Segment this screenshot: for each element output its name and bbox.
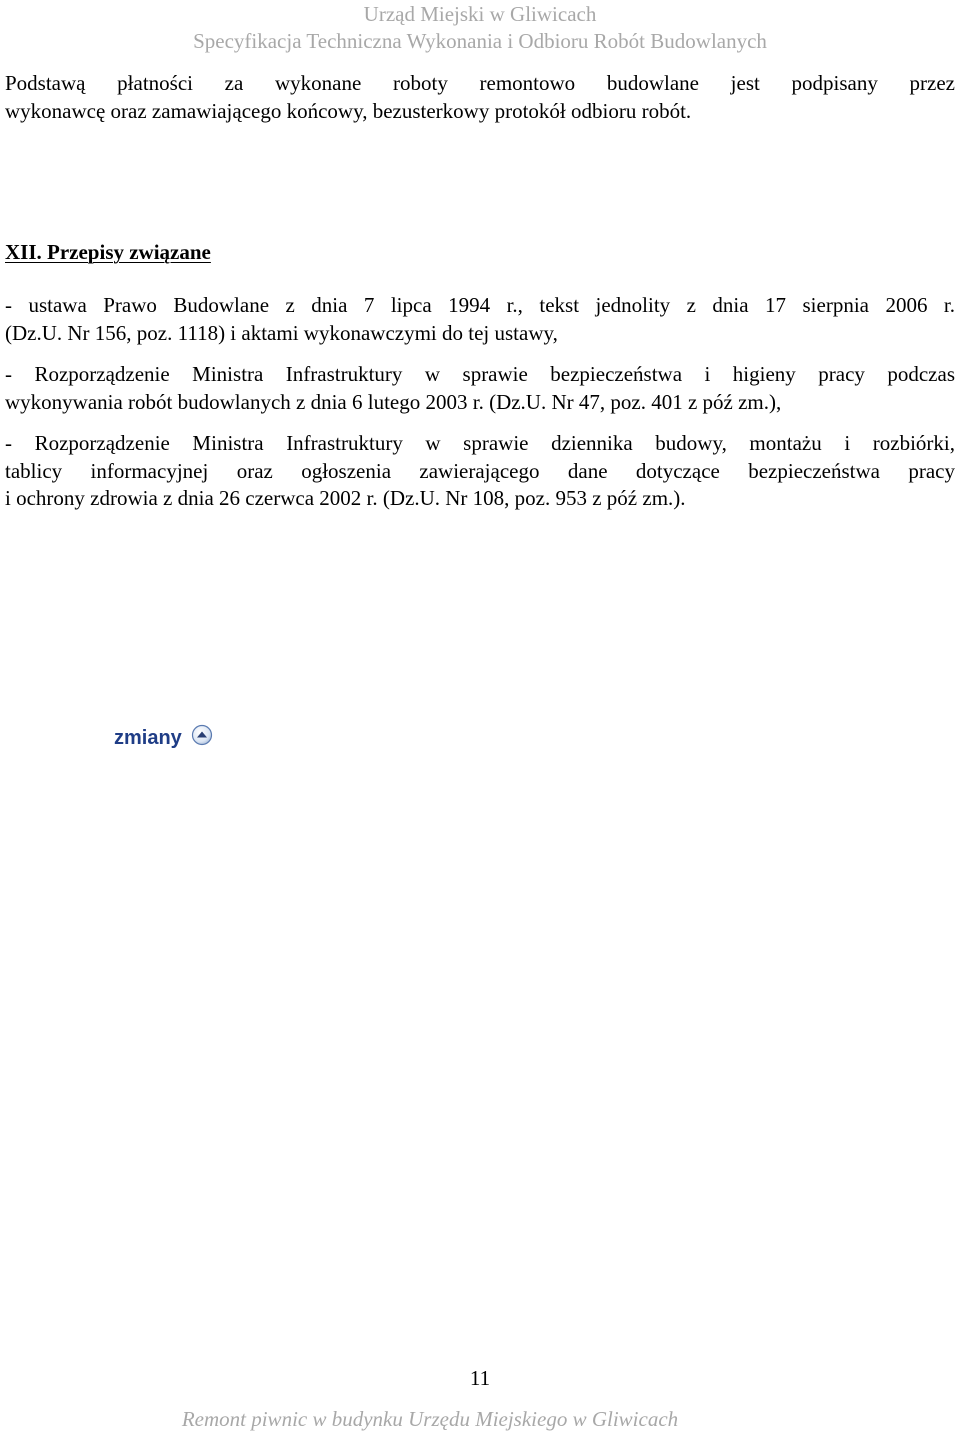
text-line: - ustawa Prawo Budowlane z dnia 7 lipca 1994 r., tekst jednolity z dnia 17 sierpnia 2006 r. — [5, 293, 955, 317]
intro-paragraph — [5, 70, 955, 125]
regulation-item — [5, 361, 955, 416]
regulation-item — [5, 292, 955, 347]
arrow-up-circle-icon[interactable] — [191, 724, 213, 746]
regulation-item — [5, 430, 955, 513]
text-line: tablicy informacyjnej oraz ogłoszenia zawierającego dane dotyczące bezpieczeństwa pracy — [5, 458, 955, 483]
text-line: wykonawcę oraz zamawiającego końcowy, bezusterkowy protokół odbioru robót. — [5, 98, 692, 123]
zmiany-link-label[interactable]: zmiany — [114, 727, 182, 749]
section-heading: XII. Przepisy związane — [5, 240, 211, 264]
text-line: i ochrony zdrowia z dnia 26 czerwca 2002 r. (Dz.U. Nr 108, poz. 953 z póź zm.). — [5, 486, 686, 510]
text-line: Podstawą płatności za wykonane roboty remontowo budowlane jest podpisany przez — [5, 71, 955, 95]
footer-text: Remont piwnic w budynku Urzędu Miejskiego w Gliwicach — [181, 1407, 679, 1431]
text-line: - Rozporządzenie Ministra Infrastruktury w sprawie dziennika budowy, montażu i rozbiórki, — [5, 431, 955, 455]
header-document-title: Specyfikacja Techniczna Wykonania i Odbioru Robót Budowlanych — [193, 29, 767, 53]
page-number: 11 — [469, 1366, 491, 1390]
zmiany-link[interactable] — [114, 724, 213, 752]
text-line: (Dz.U. Nr 156, poz. 1118) i aktami wykonawczymi do tej ustawy, — [5, 320, 558, 345]
text-line: wykonywania robót budowlanych z dnia 6 lutego 2003 r. (Dz.U. Nr 47, poz. 401 z póź zm.), — [5, 389, 782, 414]
text-line: - Rozporządzenie Ministra Infrastruktury w sprawie bezpieczeństwa i higieny pracy podczas — [5, 362, 955, 386]
header-institution: Urząd Miejski w Gliwicach — [363, 2, 597, 26]
